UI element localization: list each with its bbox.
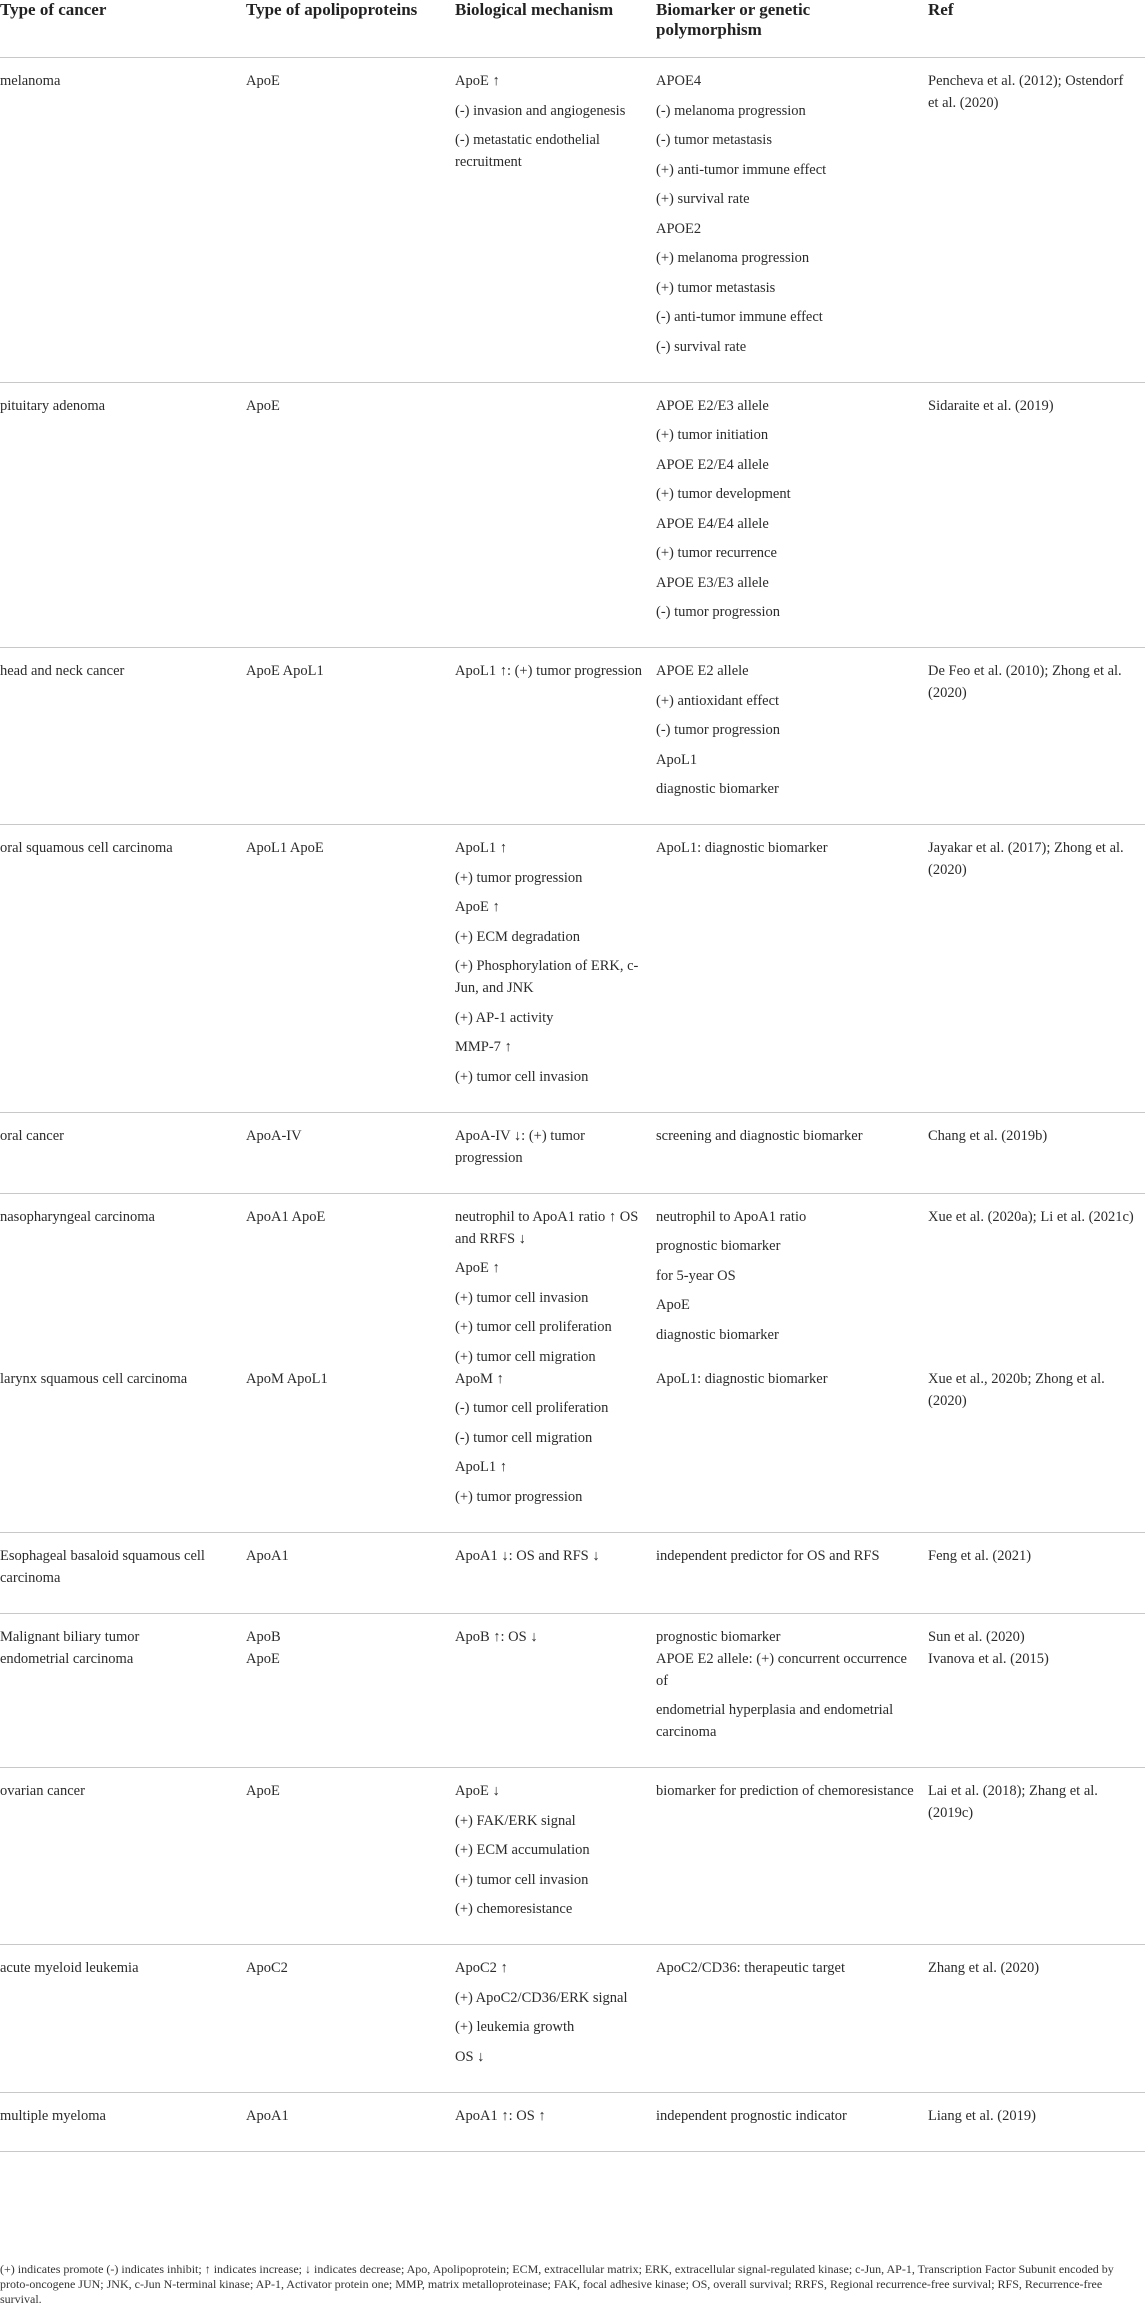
apolipoprotein-line: ApoE ApoL1 [246, 663, 324, 679]
biomarker-line: diagnostic biomarker [656, 1326, 779, 1343]
reference-line: Pencheva et al. (2012); Ostendorf et al. (2020) [928, 73, 1124, 111]
mechanism-line: (+) ECM degradation [455, 928, 580, 945]
mechanism-line: (+) tumor cell proliferation [455, 1319, 612, 1335]
cancer-type-line: oral cancer [0, 1127, 64, 1144]
reference-cell [928, 1532, 1145, 1613]
mechanism-line: ApoB ↑: OS ↓ [455, 1628, 538, 1645]
cancer-type-cell [0, 1613, 246, 1648]
biomarker-line: screening and diagnostic biomarker [656, 1127, 863, 1144]
apolipoprotein-cell [246, 648, 455, 825]
table-row [0, 1768, 1145, 1945]
biomarker-line: (-) melanoma progression [656, 102, 806, 119]
table-row [0, 825, 1145, 1113]
cancer-type-cell [0, 1768, 246, 1945]
biomarker-cell [656, 1532, 928, 1613]
biomarker-line: prognostic biomarker [656, 1628, 781, 1645]
table-footnote: (+) indicates promote (-) indicates inhibit; ↑ indicates increase; ↓ indicates decrease; Apo, Apolipoprotein; ECM, extracellular matrix; ERK, extracellular signal-regulated kinase; c-Jun, AP-1, Transcription Factor Subunit encoded by proto-oncogene JUN; JNK, c-Jun N-terminal kinase; AP-1, Activator protein one; MMP, matrix metalloproteinase; FAK, focal adhesive kinase; OS, overall survival; RRFS, Regional recurrence-free survival; RFS, Recurrence-free survival. [0, 2262, 1114, 2306]
biomarker-line: (+) tumor recurrence [656, 545, 777, 561]
mechanism-line: ApoA1 ↓: OS and RFS ↓ [455, 1547, 600, 1564]
cancer-type-cell [0, 825, 246, 1113]
apolipoprotein-cell [246, 1648, 455, 1768]
apolipoprotein-cell [246, 2092, 455, 2151]
cancer-type-line: melanoma [0, 73, 61, 89]
header-biomarker-or-genetic-polymorphism: Biomarker or genetic polymorphism [656, 0, 928, 58]
biomarker-cell [656, 58, 928, 383]
apolipoprotein-cell [246, 1768, 455, 1945]
mechanism-cell [455, 825, 656, 1113]
biomarker-line: ApoL1 [656, 751, 698, 768]
mechanism-cell [455, 1193, 656, 1368]
reference-line: Feng et al. (2021) [928, 1547, 1032, 1564]
biomarker-line: ApoE [656, 1297, 690, 1313]
header-type-of-cancer: Type of cancer [0, 0, 246, 58]
biomarker-cell [656, 825, 928, 1113]
biomarker-cell [656, 1945, 928, 2093]
mechanism-cell [455, 1648, 656, 1768]
cancer-type-cell [0, 1193, 246, 1368]
biomarker-line: neutrophil to ApoA1 ratio [656, 1208, 807, 1225]
apolipoprotein-line: ApoB [246, 1628, 281, 1645]
biomarker-line: for 5-year OS [656, 1267, 736, 1284]
cancer-type-cell [0, 1532, 246, 1613]
biomarker-line: ApoL1: diagnostic biomarker [656, 1370, 828, 1387]
reference-line: Jayakar et al. (2017); Zhong et al. (2020) [928, 840, 1124, 878]
mechanism-line: neutrophil to ApoA1 ratio ↑ OS and RRFS ↓ [455, 1208, 639, 1247]
reference-cell [928, 1193, 1145, 1368]
reference-cell [928, 382, 1145, 648]
biomarker-line: APOE4 [656, 73, 702, 89]
cancer-type-line: acute myeloid leukemia [0, 1960, 139, 1976]
apolipoprotein-cell [246, 1613, 455, 1648]
header-ref: Ref [928, 0, 1145, 58]
mechanism-line: (+) Phosphorylation of ERK, c-Jun, and JNK [455, 958, 639, 996]
mechanism-line: (-) tumor cell migration [455, 1429, 593, 1446]
cancer-type-cell [0, 648, 246, 825]
table-row [0, 1193, 1145, 1368]
mechanism-cell [455, 382, 656, 648]
mechanism-line: MMP-7 ↑ [455, 1039, 512, 1055]
mechanism-line: ApoA-IV ↓: (+) tumor progression [455, 1127, 585, 1166]
mechanism-line: (+) tumor cell migration [455, 1348, 596, 1365]
reference-cell [928, 1648, 1145, 1768]
biomarker-line: ApoC2/CD36: therapeutic target [656, 1960, 845, 1976]
mechanism-line: ApoL1 ↑: (+) tumor progression [455, 663, 642, 679]
header-type-of-apolipoproteins: Type of apolipoproteins [246, 0, 455, 58]
table-header-row [0, 0, 1145, 58]
mechanism-line: (+) chemoresistance [455, 1901, 573, 1917]
apolipoprotein-cell [246, 1945, 455, 2093]
table-row [0, 1648, 1145, 1768]
mechanism-line: ApoE ↓ [455, 1783, 500, 1799]
biomarker-line: endometrial hyperplasia and endometrial carcinoma [656, 1702, 894, 1740]
apolipoprotein-line: ApoE [246, 1650, 280, 1667]
mechanism-cell [455, 2092, 656, 2151]
cancer-type-cell [0, 1112, 246, 1193]
biomarker-cell [656, 1768, 928, 1945]
biomarker-line: (+) survival rate [656, 191, 750, 207]
biomarker-line: (-) survival rate [656, 338, 747, 355]
mechanism-line: (+) tumor cell invasion [455, 1871, 589, 1888]
biomarker-line: independent prognostic indicator [656, 2107, 847, 2124]
cancer-type-line: multiple myeloma [0, 2107, 106, 2124]
cancer-type-cell [0, 1368, 246, 1533]
apolipoprotein-line: ApoE [246, 397, 280, 414]
apolipoprotein-line: ApoL1 ApoE [246, 840, 324, 856]
apolipoprotein-line: ApoE [246, 73, 280, 89]
mechanism-line: (-) tumor cell proliferation [455, 1400, 609, 1416]
table-row [0, 1368, 1145, 1533]
biomarker-line: (+) melanoma progression [656, 250, 810, 266]
cancer-type-line: head and neck cancer [0, 663, 125, 679]
apolipoprotein-cell [246, 58, 455, 383]
biomarker-line: biomarker for prediction of chemoresistance [656, 1783, 914, 1799]
reference-cell [928, 1368, 1145, 1533]
biomarker-cell [656, 2092, 928, 2151]
reference-cell [928, 1945, 1145, 2093]
biomarker-cell [656, 1613, 928, 1648]
table-row [0, 1613, 1145, 1648]
apolipoprotein-cell [246, 382, 455, 648]
table-row [0, 58, 1145, 383]
biomarker-cell [656, 1112, 928, 1193]
biomarker-line: (+) tumor initiation [656, 427, 769, 443]
biomarker-line: APOE E4/E4 allele [656, 515, 769, 532]
biomarker-line: prognostic biomarker [656, 1238, 781, 1254]
cancer-type-line: Malignant biliary tumor [0, 1628, 140, 1645]
apolipoprotein-cell [246, 1368, 455, 1533]
cancer-type-line: ovarian cancer [0, 1783, 85, 1799]
biomarker-cell [656, 1193, 928, 1368]
mechanism-cell [455, 1368, 656, 1533]
biomarker-line: APOE E2 allele [656, 663, 749, 679]
mechanism-line: (+) ECM accumulation [455, 1842, 590, 1858]
reference-cell [928, 648, 1145, 825]
biomarker-cell [656, 1368, 928, 1533]
biomarker-cell [656, 382, 928, 648]
cancer-type-cell [0, 2092, 246, 2151]
biomarker-line: (+) tumor development [656, 486, 791, 502]
reference-line: Chang et al. (2019b) [928, 1127, 1048, 1144]
mechanism-line: (+) tumor progression [455, 869, 583, 886]
mechanism-line: ApoL1 ↑ [455, 840, 507, 856]
apolipoprotein-line: ApoA1 ApoE [246, 1208, 326, 1225]
mechanism-line: (+) FAK/ERK signal [455, 1812, 576, 1829]
table-body [0, 58, 1145, 2152]
mechanism-line: (-) metastatic endothelial recruitment [455, 132, 600, 170]
cancer-type-cell [0, 58, 246, 383]
reference-line: Zhang et al. (2020) [928, 1960, 1040, 1976]
reference-line: Xue et al., 2020b; Zhong et al. (2020) [928, 1370, 1105, 1409]
biomarker-line: (-) tumor progression [656, 722, 781, 738]
reference-cell [928, 825, 1145, 1113]
table-row [0, 2092, 1145, 2151]
reference-line: Xue et al. (2020a); Li et al. (2021c) [928, 1208, 1134, 1225]
reference-cell [928, 1613, 1145, 1648]
mechanism-line: ApoM ↑ [455, 1370, 504, 1387]
mechanism-line: (+) tumor progression [455, 1488, 583, 1505]
biomarker-line: (+) anti-tumor immune effect [656, 161, 827, 178]
biomarker-line: independent predictor for OS and RFS [656, 1547, 880, 1564]
cancer-type-line: larynx squamous cell carcinoma [0, 1370, 188, 1387]
biomarker-line: (+) tumor metastasis [656, 279, 776, 296]
mechanism-line: (+) tumor cell invasion [455, 1289, 589, 1306]
mechanism-cell [455, 1945, 656, 2093]
reference-line: De Feo et al. (2010); Zhong et al. (2020) [928, 663, 1122, 701]
mechanism-line: ApoA1 ↑: OS ↑ [455, 2107, 546, 2124]
mechanism-cell [455, 1112, 656, 1193]
mechanism-line: ApoE ↑ [455, 73, 500, 89]
mechanism-cell [455, 648, 656, 825]
mechanism-line: ApoE ↑ [455, 1260, 500, 1276]
biomarker-line: APOE2 [656, 220, 702, 237]
reference-cell [928, 2092, 1145, 2151]
reference-line: Liang et al. (2019) [928, 2107, 1036, 2124]
apolipoprotein-cell [246, 825, 455, 1113]
mechanism-cell [455, 1532, 656, 1613]
apolipoprotein-cell [246, 1193, 455, 1368]
apolipoprotein-line: ApoA1 [246, 2107, 289, 2124]
apolipoprotein-line: ApoM ApoL1 [246, 1370, 328, 1387]
mechanism-line: (+) AP-1 activity [455, 1009, 554, 1026]
biomarker-line: APOE E2 allele: (+) concurrent occurrence of [656, 1650, 907, 1689]
reference-line: Ivanova et al. (2015) [928, 1650, 1049, 1667]
biomarker-cell [656, 648, 928, 825]
cancer-type-cell [0, 382, 246, 648]
apolipoprotein-cell [246, 1532, 455, 1613]
mechanism-line: ApoL1 ↑ [455, 1459, 507, 1475]
apolipoprotein-cell [246, 1112, 455, 1193]
reference-line: Sun et al. (2020) [928, 1628, 1025, 1645]
cancer-type-line: Esophageal basaloid squamous cell carcinoma [0, 1547, 205, 1586]
biomarker-line: APOE E2/E3 allele [656, 397, 769, 414]
biomarker-cell [656, 1648, 928, 1768]
table-row [0, 1112, 1145, 1193]
table-row [0, 1532, 1145, 1613]
biomarker-line: APOE E2/E4 allele [656, 456, 769, 473]
table-row [0, 1945, 1145, 2093]
cancer-type-cell [0, 1945, 246, 2093]
table-row [0, 382, 1145, 648]
reference-cell [928, 1112, 1145, 1193]
header-biological-mechanism: Biological mechanism [455, 0, 656, 58]
mechanism-cell [455, 1613, 656, 1648]
mechanism-line: (-) invasion and angiogenesis [455, 102, 626, 119]
cancer-type-line: pituitary adenoma [0, 397, 106, 414]
apolipoprotein-line: ApoE [246, 1783, 280, 1799]
mechanism-cell [455, 1768, 656, 1945]
mechanism-cell [455, 58, 656, 383]
mechanism-line: (+) ApoC2/CD36/ERK signal [455, 1989, 628, 2006]
mechanism-line: ApoC2 ↑ [455, 1960, 508, 1976]
biomarker-line: (+) antioxidant effect [656, 692, 780, 709]
apolipoprotein-line: ApoA-IV [246, 1127, 302, 1144]
biomarker-line: APOE E3/E3 allele [656, 574, 769, 591]
cancer-type-line: nasopharyngeal carcinoma [0, 1208, 155, 1225]
apolipoprotein-line: ApoC2 [246, 1960, 288, 1976]
cancer-type-line: endometrial carcinoma [0, 1650, 134, 1667]
reference-line: Sidaraite et al. (2019) [928, 397, 1054, 414]
reference-cell [928, 58, 1145, 383]
cancer-type-line: oral squamous cell carcinoma [0, 840, 173, 856]
mechanism-line: (+) tumor cell invasion [455, 1068, 589, 1085]
mechanism-line: (+) leukemia growth [455, 2019, 575, 2035]
biomarker-line: ApoL1: diagnostic biomarker [656, 840, 828, 856]
reference-cell [928, 1768, 1145, 1945]
biomarker-line: (-) tumor progression [656, 604, 781, 620]
apolipoprotein-line: ApoA1 [246, 1547, 289, 1564]
cancer-type-cell [0, 1648, 246, 1768]
reference-line: Lai et al. (2018); Zhang et al. (2019c) [928, 1783, 1098, 1821]
mechanism-line: ApoE ↑ [455, 899, 500, 915]
table-row [0, 648, 1145, 825]
biomarker-line: diagnostic biomarker [656, 781, 779, 797]
biomarker-line: (-) tumor metastasis [656, 132, 772, 148]
biomarker-line: (-) anti-tumor immune effect [656, 309, 823, 325]
mechanism-line: OS ↓ [455, 2048, 485, 2065]
